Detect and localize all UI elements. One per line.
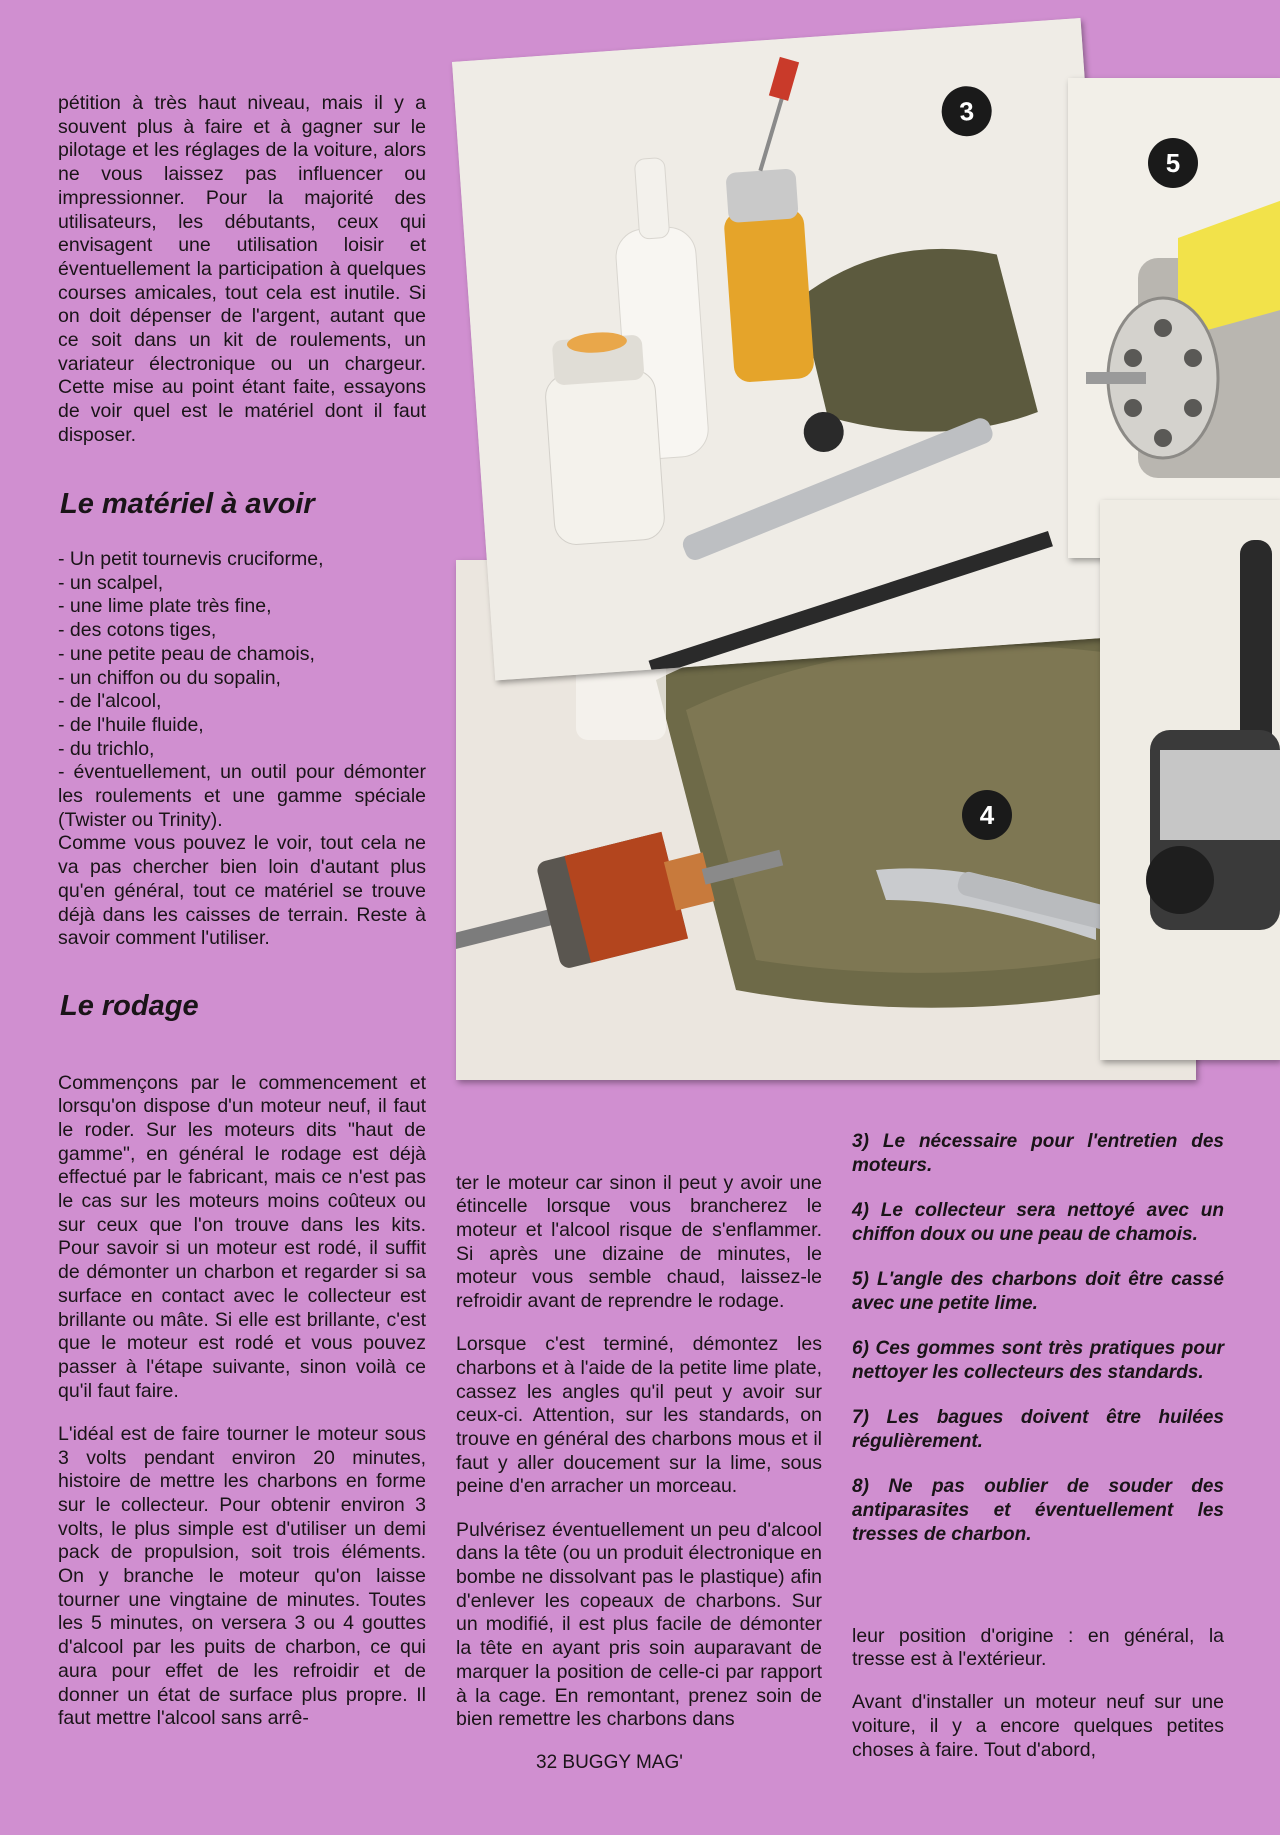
list-item: - un scalpel, [58, 571, 164, 594]
list-item: - des cotons tiges, [58, 619, 217, 642]
caption-text: Ne pas oublier de souder des antiparasites et éventuellement les tresses de charbon. [852, 1476, 1224, 1545]
caption-text: Les bagues doivent être huilées régulièrement. [852, 1407, 1224, 1452]
caption [852, 1199, 1224, 1247]
page-footer: 32 BUGGY MAG' [536, 1752, 683, 1773]
photo-number-5: 5 [1148, 138, 1198, 188]
list-item: - un chiffon ou du sopalin, [58, 666, 281, 689]
col2-paragraph-2: Lorsque c'est terminé, démontez les charbons et à l'aide de la petite lime plate, cassez les angles qu'il peut y avoir sur ceux-ci. Attention, sur les standards, on trouve en général des charbons mous et il faut y aller doucement sur la lime, sous peine d'en arracher un morceau. [456, 1333, 822, 1498]
caption-text: L'angle des charbons doit être cassé avec une petite lime. [852, 1269, 1224, 1314]
materiel-after-text: Comme vous pouvez le voir, tout cela ne va pas chercher bien loin d'autant plus qu'en général, tout ce matériel se trouve déjà dans les caisses de terrain. Reste à savoir comment l'utiliser. [58, 832, 426, 950]
photo-motor-brushes [1068, 78, 1280, 558]
caption-number: 8) [852, 1476, 869, 1497]
list-item: - Un petit tournevis cruciforme, [58, 548, 324, 570]
photo-number-4: 4 [962, 790, 1012, 840]
photo-right-illustration [1100, 500, 1280, 1060]
caption [852, 1130, 1224, 1178]
col2-paragraph-1: ter le moteur car sinon il peut y avoir une étincelle lorsque vous brancherez le moteur et l'alcool risque de s'enflammer. Si après une dizaine de minutes, le moteur vous semble chaud, laissez-le refroidir avant de reprendre le rodage. [456, 1171, 822, 1313]
caption-number: 3) [852, 1131, 869, 1152]
intro-paragraph [58, 92, 426, 448]
rodage-section [58, 1052, 426, 1750]
heading-materiel: Le matériel à avoir [60, 488, 315, 520]
list-item: - de l'huile fluide, [58, 713, 204, 736]
heading-rodage: Le rodage [60, 990, 199, 1022]
caption-number: 4) [852, 1200, 869, 1221]
caption-text: Le collecteur sera nettoyé avec un chiffon doux ou une peau de chamois. [852, 1200, 1225, 1245]
rodage-paragraph-1: Commençons par le commencement et lorsqu'on dispose d'un moteur neuf, il faut le roder. Sur les moteurs dits "haut de gamme", en général le rodage est déjà effectué par le fabricant, mais ce n'est pas le cas sur les moteurs moins coûteux ou sur ceux que l'on trouve dans les kits. Pour savoir si un moteur est rodé, il suffit de démonter un charbon et regarder si sa surface en contact avec le collecteur est brillante ou mâte. Si elle est brillante, c'est que le moteur est rodé et vous pouvez passer à l'étape suivante, sinon voilà ce qu'il faut faire. [58, 1071, 426, 1402]
caption-text: Ces gommes sont très pratiques pour nettoyer les collecteurs des standards. [852, 1338, 1225, 1383]
col3-paragraph-1: leur position d'origine : en général, la tresse est à l'extérieur. [852, 1624, 1224, 1671]
list-item: - une petite peau de chamois, [58, 642, 315, 665]
list-item: - éventuellement, un outil pour démonter les roulements et une gamme spéciale (Twister ou Trinity). [58, 761, 426, 831]
column-2 [456, 1152, 822, 1751]
caption [852, 1406, 1224, 1454]
photo-motor-tool [1100, 500, 1280, 1060]
caption-number: 5) [852, 1269, 869, 1290]
photo-3-illustration [452, 18, 1124, 680]
photo-captions [852, 1130, 1224, 1568]
column-3 [852, 1605, 1224, 1782]
caption-number: 6) [852, 1338, 869, 1359]
caption-text: Le nécessaire pour l'entretien des moteurs. [852, 1131, 1224, 1176]
rodage-paragraph-2: L'idéal est de faire tourner le moteur sous 3 volts pendant environ 20 minutes, histoire de mettre les charbons en forme sur le collecteur. Pour obtenir environ 3 volts, le plus simple est d'utiliser un demi pack de propulsion, soit trois éléments. On y branche le moteur qu'on laisse tourner une vingtaine de minutes. Toutes les 5 minutes, on versera 3 ou 4 gouttes d'alcool par les puits de charbon, ce qui aura pour effet de les refroidir et de donner un état de surface plus propre. Il faut mettre l'alcool sans arrê- [58, 1422, 426, 1730]
caption [852, 1268, 1224, 1316]
list-item: - de l'alcool, [58, 690, 162, 713]
materiel-list [58, 548, 426, 951]
col3-paragraph-2: Avant d'installer un moteur neuf sur une voiture, il y a encore quelques petites choses à faire. Tout d'abord, [852, 1691, 1224, 1761]
caption-number: 7) [852, 1407, 869, 1428]
list-item: - du trichlo, [58, 737, 155, 760]
photo-maintenance-kit [452, 18, 1124, 680]
caption [852, 1475, 1224, 1547]
intro-text: pétition à très haut niveau, mais il y a souvent plus à faire et à gagner sur le pilotage et les réglages de la voiture, alors ne vous laissez pas influencer ou impressionner. Pour la majorité des utilisateurs, les débutants, ceux qui envisagent une utilisation loisir et éventuellement la participation à quelques courses amicales, tout cela est inutile. Si on doit dépenser de l'argent, autant que ce soit dans un kit de roulements, un variateur électronique ou un chargeur. Cette mise au point étant faite, essayons de voir quel est le matériel dont il faut disposer. [58, 92, 426, 446]
list-item: - une lime plate très fine, [58, 595, 272, 618]
photo-number-3: 3 [940, 85, 993, 138]
col2-paragraph-3: Pulvérisez éventuellement un peu d'alcool dans la tête (ou un produit électronique en bombe ne dissolvant pas le plastique) afin d'enlever les copeaux de charbons. Sur un modifié, il est plus facile de démonter la tête en ayant pris soin auparavant de marquer la position de celle-ci par rapport à la cage. En remontant, prenez soin de bien remettre les charbons dans [456, 1518, 822, 1731]
caption [852, 1337, 1224, 1385]
